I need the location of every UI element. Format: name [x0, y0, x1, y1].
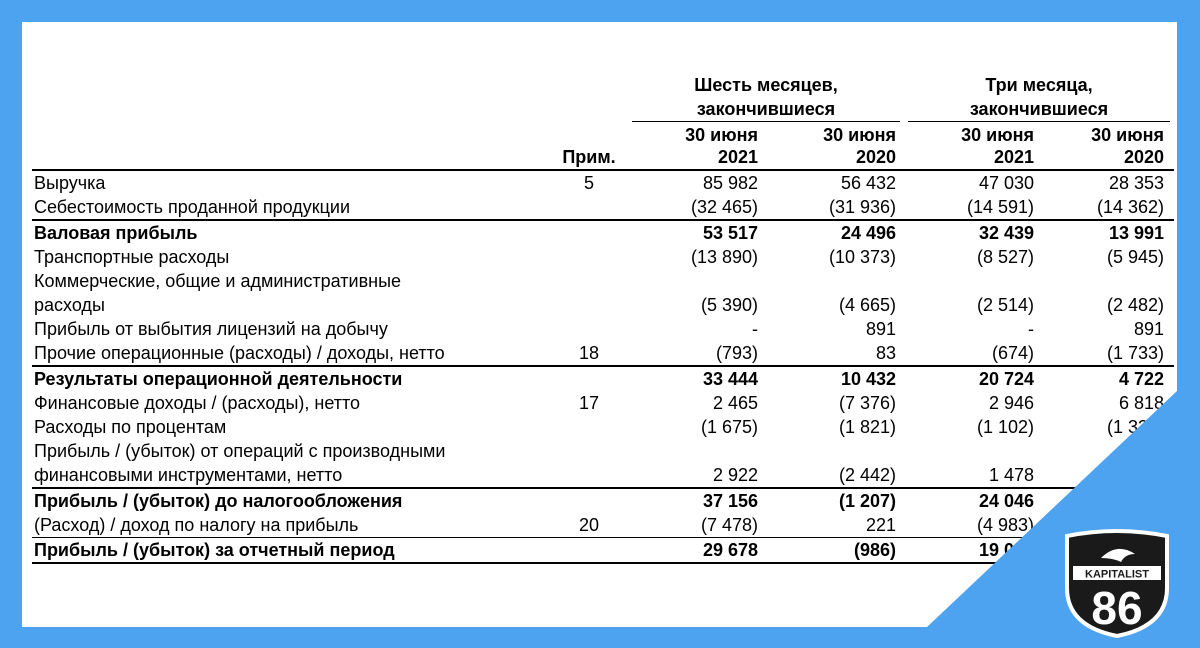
row-label: Прибыль / (убыток) от операций с производными: [34, 441, 446, 461]
row-label: Прибыль от выбытия лицензий на добычу: [34, 319, 388, 339]
table-row-other-operating: [32, 341, 1174, 366]
col-header-2: 30 июня 2021: [961, 125, 1034, 167]
cell-value-col2: (4 983): [976, 515, 1034, 535]
table-row-cost-of-sales: [32, 195, 1174, 220]
row-label: Расходы по процентам: [34, 417, 227, 437]
row-label: Финансовые доходы / (расходы), нетто: [34, 393, 361, 413]
row-note: 20: [578, 515, 600, 535]
row-label: Прочие операционные (расходы) / доходы, нетто: [34, 343, 445, 363]
cell-value-col2: 19 063: [904, 538, 1042, 564]
table-row-operating-result: [32, 366, 1174, 391]
cell-value-col3: 13 991: [1042, 220, 1174, 245]
row-note: [550, 366, 628, 391]
row-note: [550, 538, 628, 564]
cell-value-col3: (14 362): [1096, 197, 1164, 217]
cell-value-col1: (1 207): [766, 488, 904, 513]
cell-value-col2: -: [1028, 319, 1034, 339]
cell-value-col2: (14 591): [966, 197, 1034, 217]
row-note: [550, 415, 628, 439]
cell-value-col2: (2 514): [976, 295, 1034, 315]
row-note: [550, 220, 628, 245]
row-label: финансовыми инструментами, нетто: [34, 465, 343, 485]
cell-value-col1: 221: [865, 515, 896, 535]
cell-value-col0: 2 922: [712, 465, 758, 485]
cell-value-col3: (1 46: [1122, 465, 1164, 485]
cell-value-col0: [628, 269, 766, 293]
cell-value-col0: 29 678: [628, 538, 766, 564]
group-three-months: [904, 72, 1174, 123]
table-row-sga-expenses: [32, 293, 1174, 317]
row-label: Транспортные расходы: [34, 247, 230, 267]
cell-value-col3: 4 722: [1042, 366, 1174, 391]
cell-value-col3: (1 335): [1106, 417, 1164, 437]
cell-value-col1: 24 496: [766, 220, 904, 245]
cell-value-col1: 83: [875, 343, 896, 363]
cell-value-col1: 56 432: [766, 170, 904, 195]
row-note: [550, 488, 628, 513]
row-label: расходы: [34, 295, 105, 315]
cell-value-col0: 85 982: [628, 170, 766, 195]
group-three-months-title: Три месяца, закончившиеся: [969, 75, 1109, 119]
row-note: [550, 293, 628, 317]
cell-value-col0: 37 156: [628, 488, 766, 513]
cell-value-col2: 24 046: [904, 488, 1042, 513]
cell-value-col0: (5 390): [700, 295, 758, 315]
cell-value-col0: -: [752, 319, 758, 339]
col-header-3: 30 июня 2020: [1091, 125, 1164, 167]
row-label: Прибыль / (убыток) за отчетный период: [32, 538, 550, 564]
cell-value-col0: (7 478): [700, 515, 758, 535]
row-label: (Расход) / доход по налогу на прибыль: [34, 515, 359, 535]
cell-value-col1: [766, 269, 904, 293]
cell-value-col1: 10 432: [766, 366, 904, 391]
cell-value-col3: 891: [1133, 319, 1164, 339]
cell-value-col1: (10 373): [828, 247, 896, 267]
cell-value-col1: (7 376): [838, 393, 896, 413]
cell-value-col2: (8 527): [976, 247, 1034, 267]
cell-value-col1: 891: [865, 319, 896, 339]
table-row-revenue: [32, 170, 1174, 195]
table-row-license-disposal-gain: [32, 317, 1174, 341]
cell-value-col1: (31 936): [828, 197, 896, 217]
row-label: Результаты операционной деятельности: [32, 366, 550, 391]
group-six-months: [628, 72, 904, 123]
cell-value-col0: [628, 439, 766, 463]
cell-value-col3: 28 353: [1042, 170, 1174, 195]
group-six-months-title: Шесть месяцев, закончившиеся: [694, 75, 838, 119]
cell-value-col2: 20 724: [904, 366, 1042, 391]
table-row-transport-expenses: [32, 245, 1174, 269]
cell-value-col2: 47 030: [904, 170, 1042, 195]
row-label: Валовая прибыль: [32, 220, 550, 245]
svg-text:86: 86: [1091, 582, 1143, 634]
row-note: 5: [550, 170, 628, 195]
cell-value-col0: 33 444: [628, 366, 766, 391]
table-row-gross-profit: [32, 220, 1174, 245]
row-label: Выручка: [32, 170, 550, 195]
cell-value-col0: (793): [715, 343, 758, 363]
note-column-label: Прим.: [562, 147, 616, 167]
col-header-1: 30 июня 2020: [823, 125, 896, 167]
row-note: [550, 245, 628, 269]
cell-value-col3: (2 482): [1106, 295, 1164, 315]
cell-value-col2: 2 946: [988, 393, 1034, 413]
cell-value-col3: [1042, 269, 1174, 293]
row-note: 18: [578, 343, 600, 363]
row-note: 17: [578, 393, 600, 413]
row-note: [550, 269, 628, 293]
cell-value-col2: 32 439: [904, 220, 1042, 245]
svg-text:KAPITALIST: KAPITALIST: [1085, 568, 1149, 581]
row-note: [550, 317, 628, 341]
cell-value-col0: (1 675): [700, 417, 758, 437]
row-note: [550, 463, 628, 488]
cell-value-col2: 1 478: [988, 465, 1034, 485]
document-sheet: [22, 22, 1177, 627]
cell-value-col1: (4 665): [838, 295, 896, 315]
cell-value-col1: [766, 439, 904, 463]
cell-value-col1: (986): [766, 538, 904, 564]
header-row-dates: [32, 123, 1174, 170]
kapitalist-86-logo: [1061, 528, 1173, 638]
cell-value-col1: (2 442): [838, 465, 896, 485]
row-note: [550, 195, 628, 220]
cell-value-col0: (32 465): [690, 197, 758, 217]
row-label: Прибыль / (убыток) до налогообложения: [32, 488, 550, 513]
header-row-groups: [32, 72, 1174, 123]
col-header-0: 30 июня 2021: [685, 125, 758, 167]
cell-value-col3: 6 818: [1118, 393, 1164, 413]
cell-value-col2: (674): [991, 343, 1034, 363]
cell-value-col3: (5 945): [1106, 247, 1164, 267]
cell-value-col0: 53 517: [628, 220, 766, 245]
row-label: Коммерческие, общие и административные: [34, 271, 402, 291]
cell-value-col1: (1 821): [838, 417, 896, 437]
row-note: [550, 439, 628, 463]
table-row-sga-expenses-line1: [32, 269, 1174, 293]
cell-value-col3: (1 733): [1106, 343, 1164, 363]
cell-value-col2: [904, 269, 1042, 293]
cell-value-col2: (1 102): [976, 417, 1034, 437]
cell-value-col0: 2 465: [712, 393, 758, 413]
cell-value-col0: (13 890): [690, 247, 758, 267]
row-label: Себестоимость проданной продукции: [34, 197, 351, 217]
